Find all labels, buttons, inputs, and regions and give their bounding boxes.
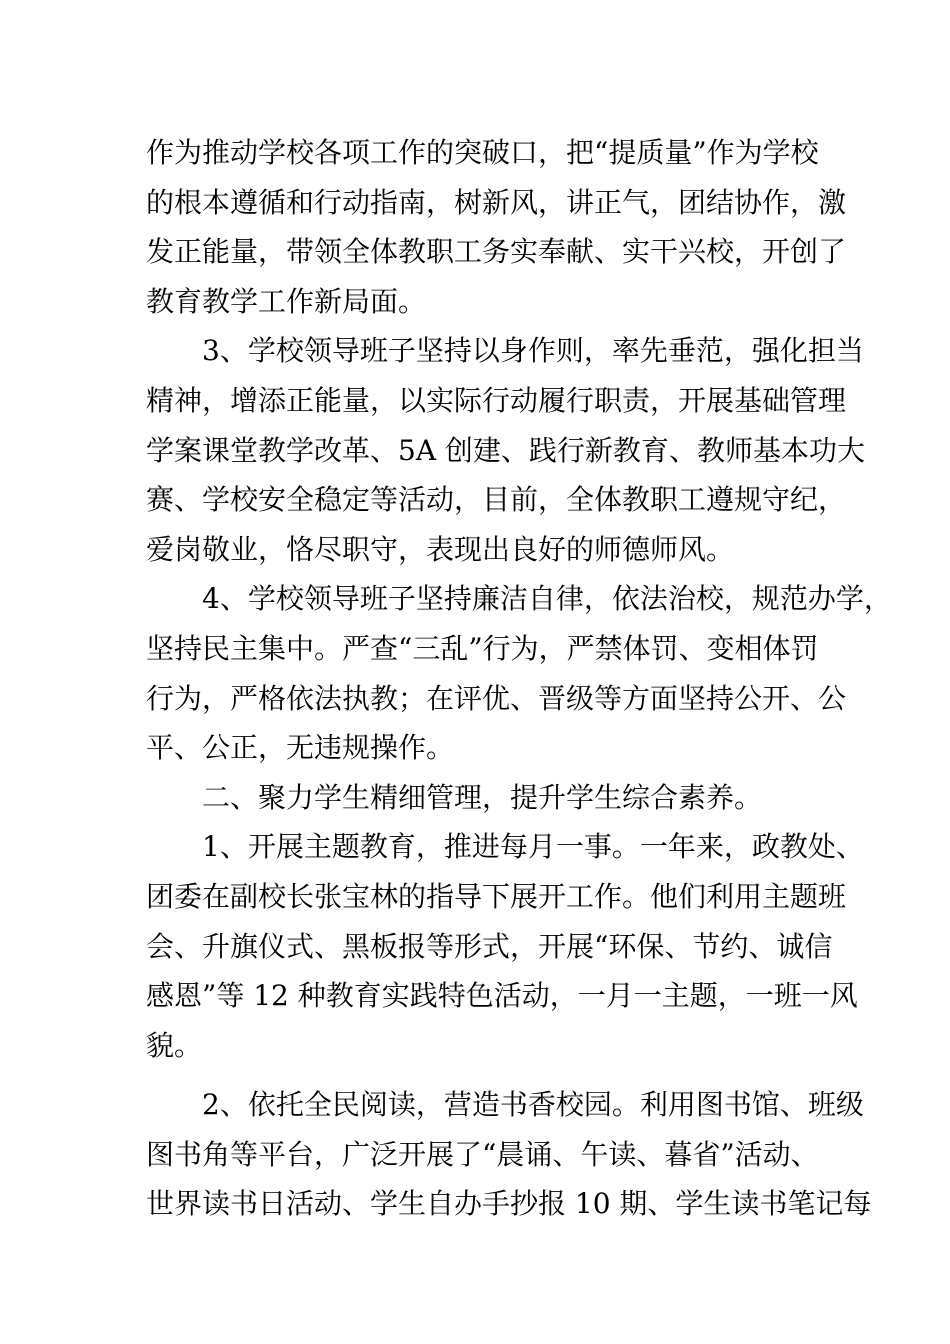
text-line: 教育教学工作新局面。 [146,284,427,318]
text-line: 爱岗敬业，恪尽职守，表现出良好的师德师风。 [146,532,735,566]
document-page [146,128,892,1229]
paragraph-start-line: 2、依托全民阅读，营造书香校园。利用图书馆、班级 [202,1088,864,1122]
text-line: 坚持民主集中。严查“三乱”行为，严禁体罚、变相体罚 [146,631,819,665]
paragraph-gap [146,1070,818,1080]
section-heading: 二、聚力学生精细管理，提升学生综合素养。 [202,780,763,814]
text-line: 团委在副校长张宝林的指导下展开工作。他们利用主题班 [146,879,847,913]
text-line: 图书角等平台，广泛开展了“晨诵、午读、暮省”活动、 [146,1137,819,1171]
text-line: 平、公正，无违规操作。 [146,731,455,765]
text-line: 貌。 [146,1028,203,1062]
text-line: 赛、学校安全稳定等活动，目前，全体教职工遵规守纪， [146,483,847,517]
paragraph-start-line: 1、开展主题教育，推进每月一事。一年来，政教处、 [202,830,864,864]
text-line: 发正能量，带领全体教职工务实奉献、实干兴校，开创了 [146,235,847,269]
text-line: 感恩”等 12 种教育实践特色活动，一月一主题，一班一风 [146,979,858,1013]
text-line: 世界读书日活动、学生自办手抄报 10 期、学生读书笔记每 [146,1187,872,1221]
paragraph-start-line: 4、学校领导班子坚持廉洁自律，依法治校，规范办学， [202,582,892,616]
paragraph-start-line: 3、学校领导班子坚持以身作则，率先垂范，强化担当 [202,334,864,368]
text-line: 精神，增添正能量，以实际行动履行职责，开展基础管理 [146,383,847,417]
text-line: 行为，严格依法执教；在评优、晋级等方面坚持公开、公 [146,681,847,715]
text-line: 作为推动学校各项工作的突破口，把“提质量”作为学校 [146,136,819,169]
text-line: 的根本遵循和行动指南，树新风，讲正气，团结协作，激 [146,185,847,219]
text-line: 学案课堂教学改革、5A 创建、践行新教育、教师基本功大 [146,433,865,467]
text-line: 会、升旗仪式、黑板报等形式，开展“环保、节约、诚信 [146,929,833,963]
